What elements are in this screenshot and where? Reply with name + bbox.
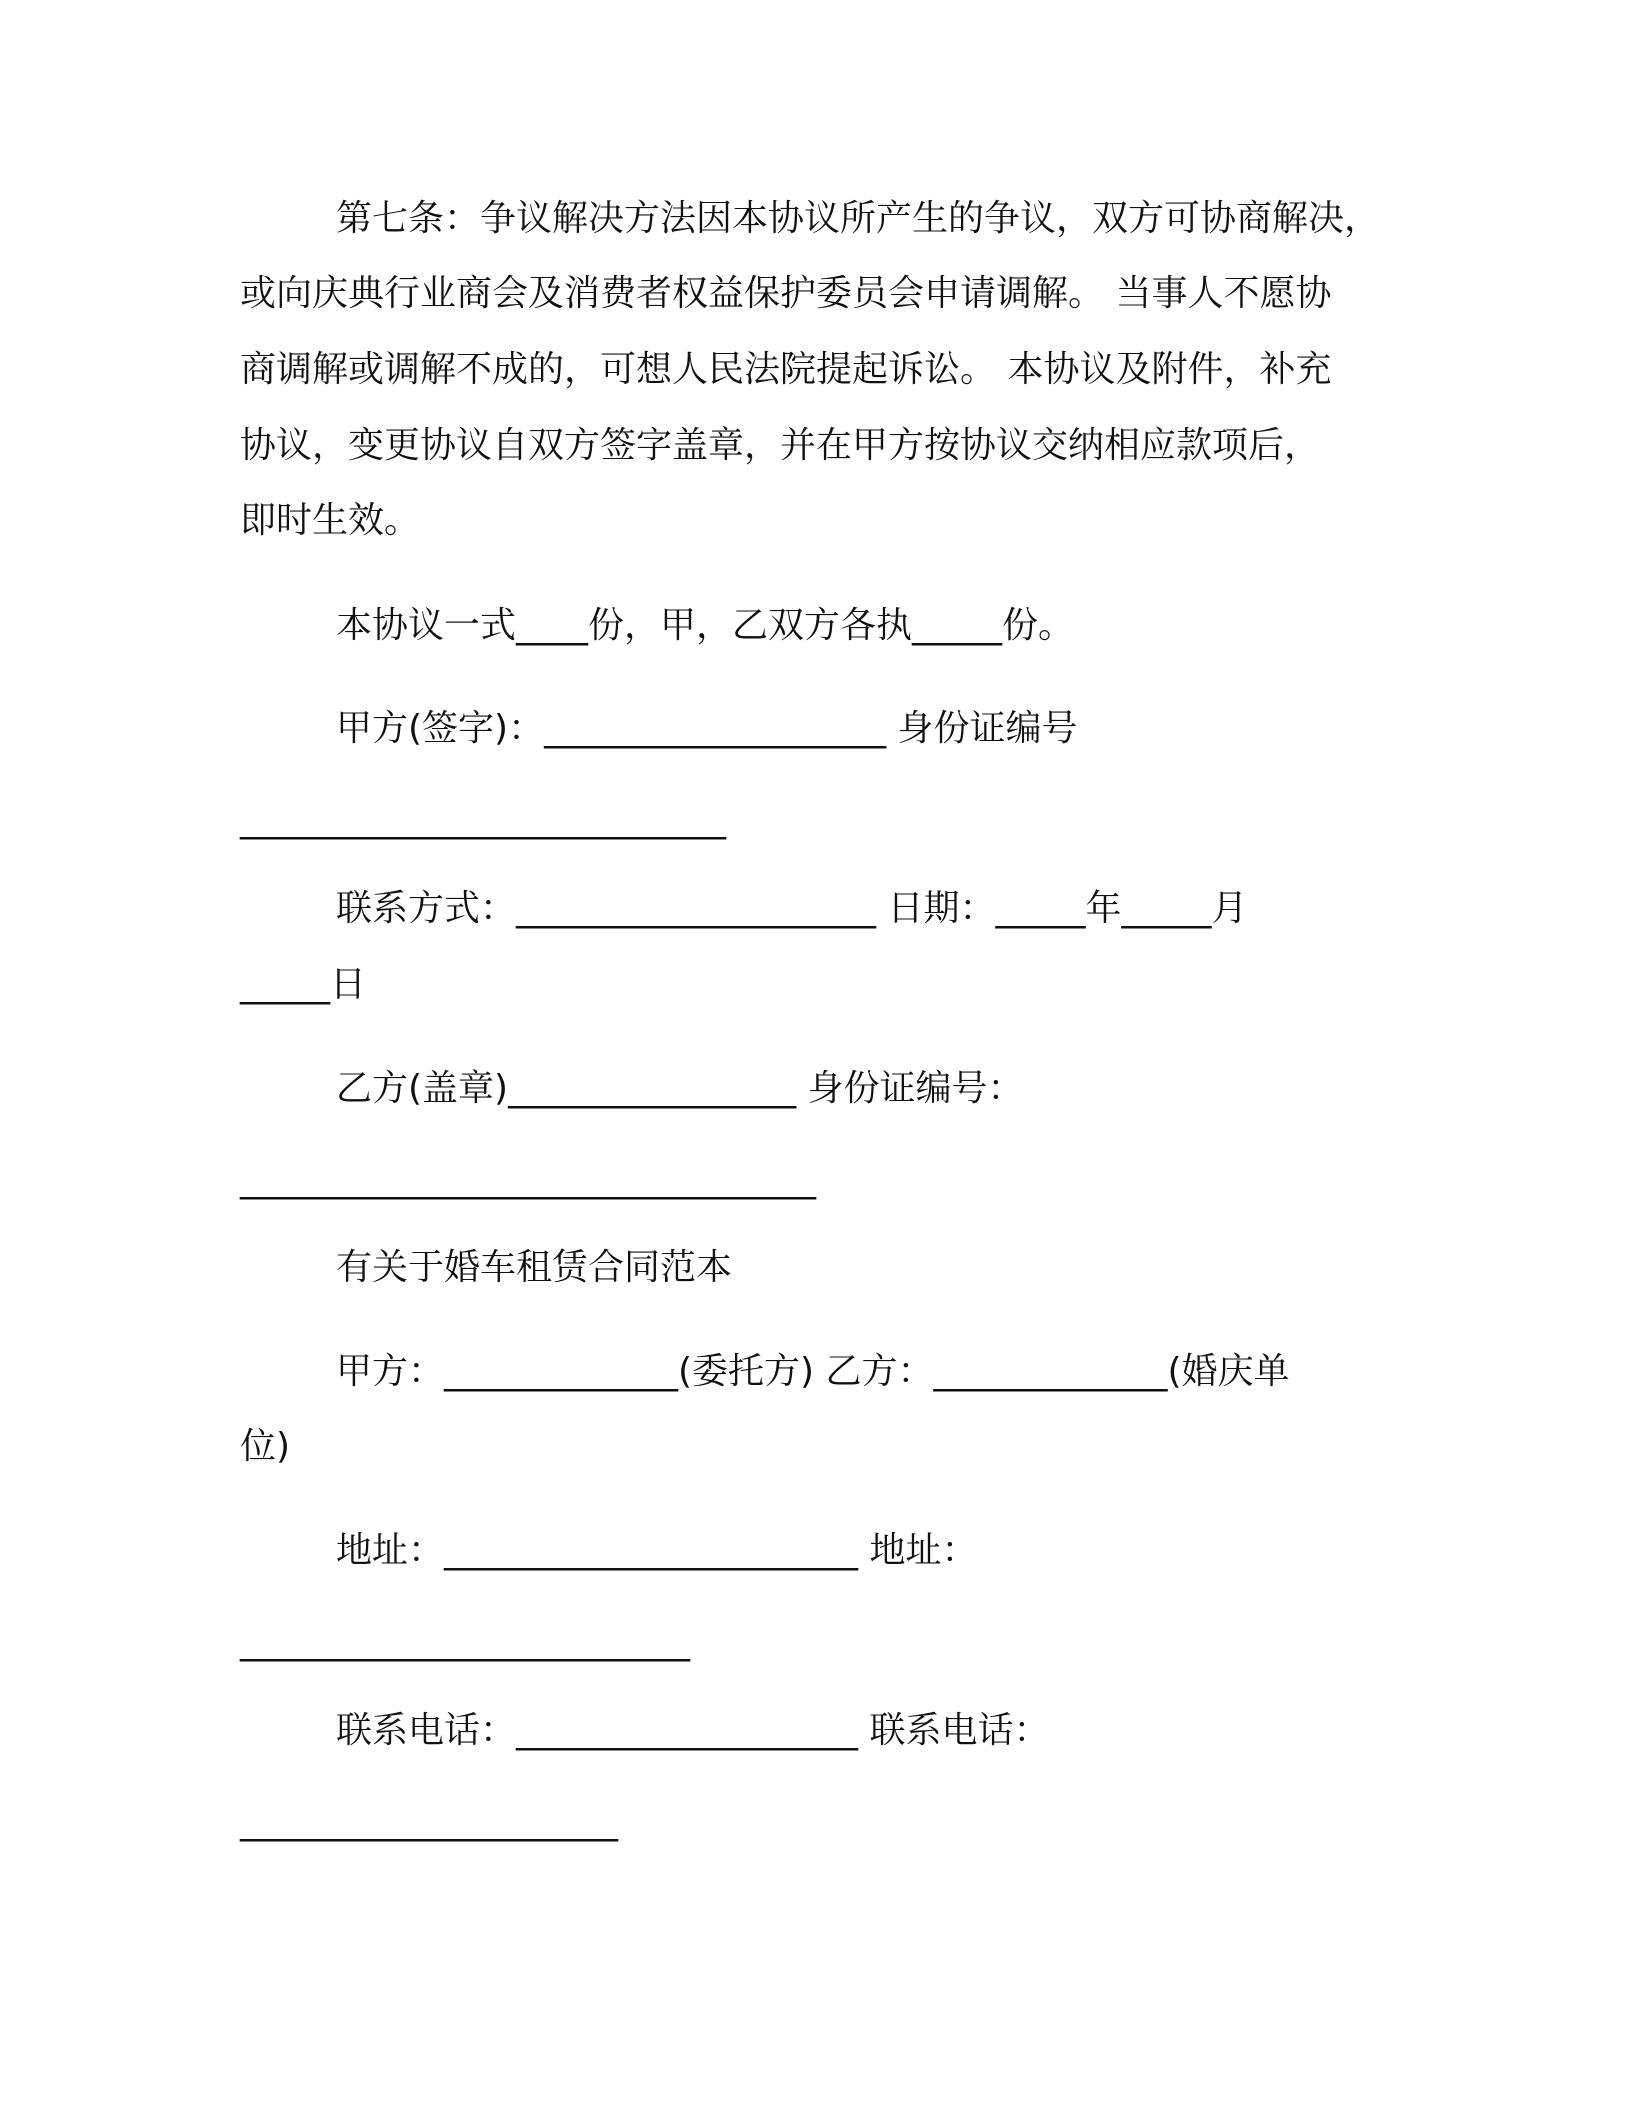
phone-line-2: _____________________ xyxy=(240,1801,618,1842)
address-line-1: 地址：_______________________ 地址： xyxy=(336,1530,978,1571)
party-b-seal-line-2: ________________________________ xyxy=(240,1159,816,1200)
copies-line: 本协议一式____份，甲，乙双方各执_____份。 xyxy=(336,605,1075,646)
article7-line-5: 即时生效。 xyxy=(240,500,421,541)
contact-date-line-1: 联系方式：____________________ 日期：_____年_____月 xyxy=(336,888,1248,929)
party-a-sign-line-1: 甲方(签字)：___________________ 身份证编号 xyxy=(336,708,1078,749)
article7-line-2: 或向庆典行业商会及消费者权益保护委员会申请调解。 当事人不愿协 xyxy=(240,273,1332,314)
parties-line-1: 甲方：_____________(委托方) 乙方：_____________(婚庆单 xyxy=(336,1351,1290,1392)
article7-line-4: 协议，变更协议自双方签字盖章，并在甲方按协议交纳相应款项后， xyxy=(240,425,1321,466)
contract-heading: 有关于婚车租赁合同范本 xyxy=(336,1247,733,1288)
party-b-seal-line-1: 乙方(盖章)________________ 身份证编号： xyxy=(336,1068,1024,1109)
parties-line-2: 位) xyxy=(240,1426,291,1467)
party-a-sign-line-2: ___________________________ xyxy=(240,799,726,840)
phone-line-1: 联系电话：___________________ 联系电话： xyxy=(336,1710,1050,1751)
article7-line-1: 第七条：争议解决方法因本协议所产生的争议，双方可协商解决， xyxy=(336,198,1381,239)
address-line-2: _________________________ xyxy=(240,1621,690,1662)
contact-date-line-2: _____日 xyxy=(240,964,367,1005)
article7-line-3: 商调解或调解不成的，可想人民法院提起诉讼。 本协议及附件，补充 xyxy=(240,349,1332,390)
